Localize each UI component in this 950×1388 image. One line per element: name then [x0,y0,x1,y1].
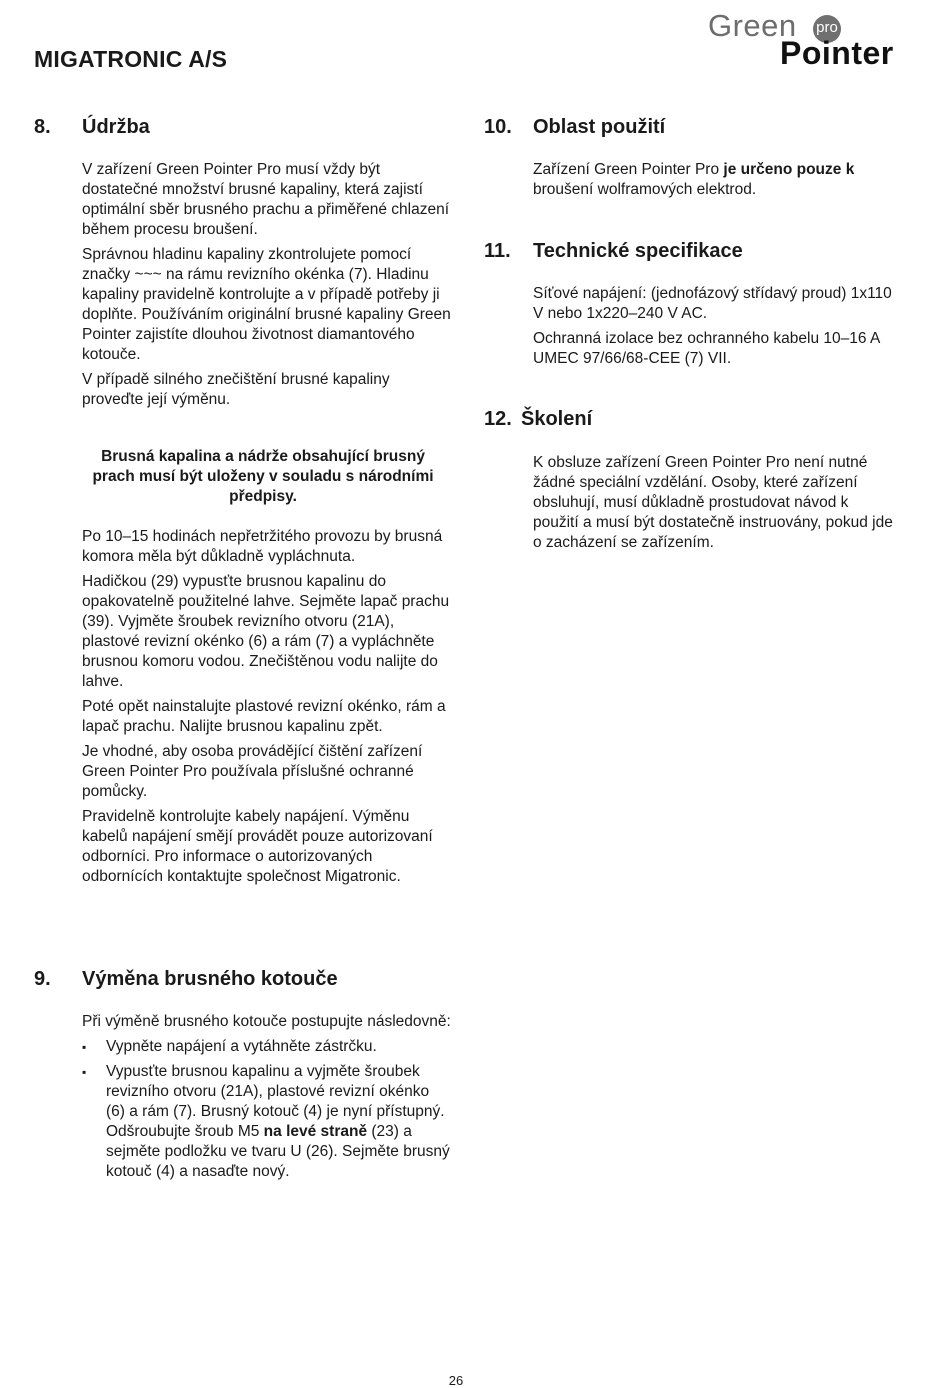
emphasis: na levé straně [263,1123,368,1140]
section-12-body [533,453,898,558]
section-number: 10. [484,116,512,138]
section-8-body-cont [82,527,452,892]
section-11-heading [484,240,904,266]
section-12-heading [484,408,904,434]
section-number: 12. [484,408,512,430]
text: Zařízení Green Pointer Pro [533,161,724,178]
logo-pro-badge: pro [813,15,841,43]
paragraph: Správnou hladinu kapaliny zkontrolujete pomocí značky ~~~ na rámu revizního okénka (7). Hladinu kapaliny pravidelně kontrolujte a v případě potřeby ji doplňte. Používáním originální brusné kapaliny Green Pointer zajistíte dlouhou životnost diamantového kotouče. [82,246,451,363]
section-number: 9. [34,968,51,990]
section-10-body [533,160,903,205]
page-number: 26 [448,1373,464,1388]
emphasis: je určeno pouze k [723,161,855,178]
section-10-heading [484,116,904,142]
list-item-text: Vypusťte brusnou kapalinu a vyjměte šroubek revizního otvoru (21A), plastové revizní okénko (6) a rám (7). Brusný kotouč (4) je nyní přístupný. Odšroubujte šroub M5 [106,1063,445,1140]
section-title: Školení [521,408,593,430]
paragraph: Poté opět nainstalujte plastové revizní okénko, rám a lapač prachu. Nalijte brusnou kapalinu zpět. [82,698,446,735]
bullet-icon: ▪ [82,1040,87,1054]
text: broušení wolframových elektrod. [533,181,757,198]
section-title: Oblast použití [533,116,666,138]
list-item [82,1037,452,1057]
paragraph: V zařízení Green Pointer Pro musí vždy být dostatečné množství brusné kapaliny, která zajistí optimální sběr brusného prachu a přiměřené chlazení během procesu broušení. [82,161,450,238]
section-number: 8. [34,116,51,138]
section-8-heading [34,116,454,142]
company-name: MIGATRONIC A/S [34,46,228,72]
section-title: Údržba [82,116,150,138]
paragraph: Hadičkou (29) vypusťte brusnou kapalinu do opakovatelně použitelné lahve. Sejměte lapač prachu (39). Vyjměte šroubek revizního otvoru (21A), plastové revizní okénko (6) a rám (7) a vypláchněte brusnou komoru vodou. Znečištěnou vodu nalijte do lahve. [82,573,450,690]
section-8-body [82,160,452,415]
paragraph: V případě silného znečištění brusné kapaliny proveďte její výměnu. [82,371,390,408]
procedure-list [82,1037,452,1182]
paragraph: Po 10–15 hodinách nepřetržitého provozu by brusná komora měla být důkladně vypláchnuta. [82,528,443,565]
section-11-body [533,284,898,374]
bullet-icon: ▪ [82,1065,87,1079]
paragraph [533,160,903,200]
paragraph: Síťové napájení: (jednofázový střídavý proud) 1x110 V nebo 1x220–240 V AC. [533,285,892,322]
logo-pointer: Pointer [780,35,894,71]
paragraph: Při výměně brusného kotouče postupujte následovně: [82,1013,451,1030]
section-9-heading [34,968,454,994]
paragraph: Je vhodné, aby osoba provádějící čištění zařízení Green Pointer Pro používala příslušné ochranné pomůcky. [82,743,423,800]
green-pointer-pro-logo [706,8,896,72]
section-title: Výměna brusného kotouče [82,968,338,990]
list-item [82,1062,452,1182]
paragraph: K obsluze zařízení Green Pointer Pro není nutné žádné speciální vzdělání. Osoby, které zařízení obsluhují, musí důkladně prostudovat návod k použití a musí být dostatečně instruovány, pokud jde o zacházení se zařízením. [533,454,893,551]
section-title: Technické specifikace [533,240,743,262]
list-item-text: Vypněte napájení a vytáhněte zástrčku. [106,1038,377,1055]
section-number: 11. [484,240,511,262]
list-item-text: (23) a sejměte podložku ve tvaru U (26). Sejměte brusný kotouč (4) a nasaďte nový. [106,1123,450,1180]
logo-green: Green [708,8,797,43]
disposal-warning: Brusná kapalina a nádrže obsahující brusný prach musí být uloženy v souladu s národními předpisy. [92,448,434,505]
section-9-body [82,1012,452,1187]
paragraph: Ochranná izolace bez ochranného kabelu 10–16 A UMEC 97/66/68-CEE (7) VII. [533,330,880,367]
paragraph: Pravidelně kontrolujte kabely napájení. Výměnu kabelů napájení smějí provádět pouze autorizovaní odborníci. Pro informace o autorizovaných odbornících kontaktujte společnost Migatronic. [82,808,433,885]
